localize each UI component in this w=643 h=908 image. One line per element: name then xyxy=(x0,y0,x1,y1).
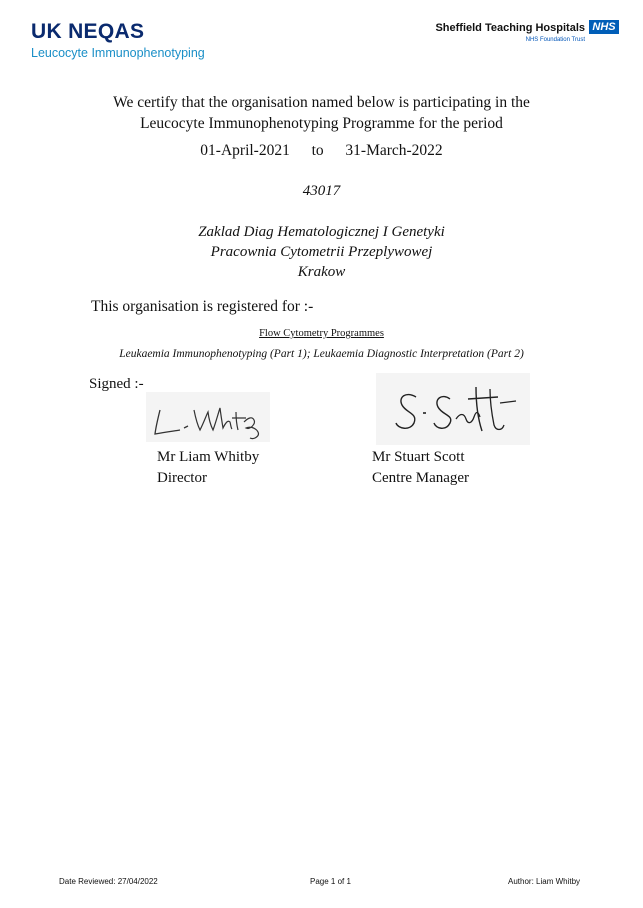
period-to: to xyxy=(311,142,324,159)
footer-page-number: Page 1 of 1 xyxy=(310,877,351,886)
director-signature xyxy=(146,392,270,442)
organisation-name-line-2: Pracownia Cytometrii Przeplywowej xyxy=(210,244,433,260)
signed-label: Signed :- xyxy=(89,376,144,392)
programmes-heading: Flow Cytometry Programmes xyxy=(259,328,384,339)
signatory-name: Mr Stuart Scott xyxy=(372,449,465,465)
nhs-logo: NHS xyxy=(589,20,619,34)
footer-date-reviewed: Date Reviewed: 27/04/2022 xyxy=(59,877,158,886)
period-end: 31-March-2022 xyxy=(345,142,443,159)
certificate-statement xyxy=(0,92,643,134)
signatory-name: Mr Liam Whitby xyxy=(157,449,260,465)
organisation-name-line-1: Zaklad Diag Hematologicznej I Genetyki xyxy=(198,224,445,240)
programmes-list: Leukaemia Immunophenotyping (Part 1); Leukaemia Diagnostic Interpretation (Part 2) xyxy=(119,348,524,360)
certificate-line-1: We certify that the organisation named below is participating in the xyxy=(113,94,530,111)
period-start: 01-April-2021 xyxy=(200,142,290,159)
organisation-name-block xyxy=(0,222,643,282)
certificate-line-2: Leucocyte Immunophenotyping Programme for the period xyxy=(140,115,503,132)
registered-statement: This organisation is registered for :- xyxy=(91,298,314,315)
footer-author: Author: Liam Whitby xyxy=(508,877,581,886)
programme-period xyxy=(0,142,643,160)
trust-name: Sheffield Teaching Hospitals xyxy=(435,22,585,34)
signatory-centre-manager xyxy=(372,447,469,489)
trust-subtitle: NHS Foundation Trust xyxy=(525,37,585,43)
centre-manager-signature xyxy=(376,373,530,445)
organisation-id: 43017 xyxy=(302,183,341,199)
signatory-role: Director xyxy=(157,470,207,486)
signatory-role: Centre Manager xyxy=(372,470,470,486)
organisation-city: Krakow xyxy=(297,264,346,280)
uk-neqas-logo-title: UK NEQAS xyxy=(31,20,145,43)
signatory-director xyxy=(157,447,259,489)
uk-neqas-logo-subtitle: Leucocyte Immunophenotyping xyxy=(31,46,205,60)
